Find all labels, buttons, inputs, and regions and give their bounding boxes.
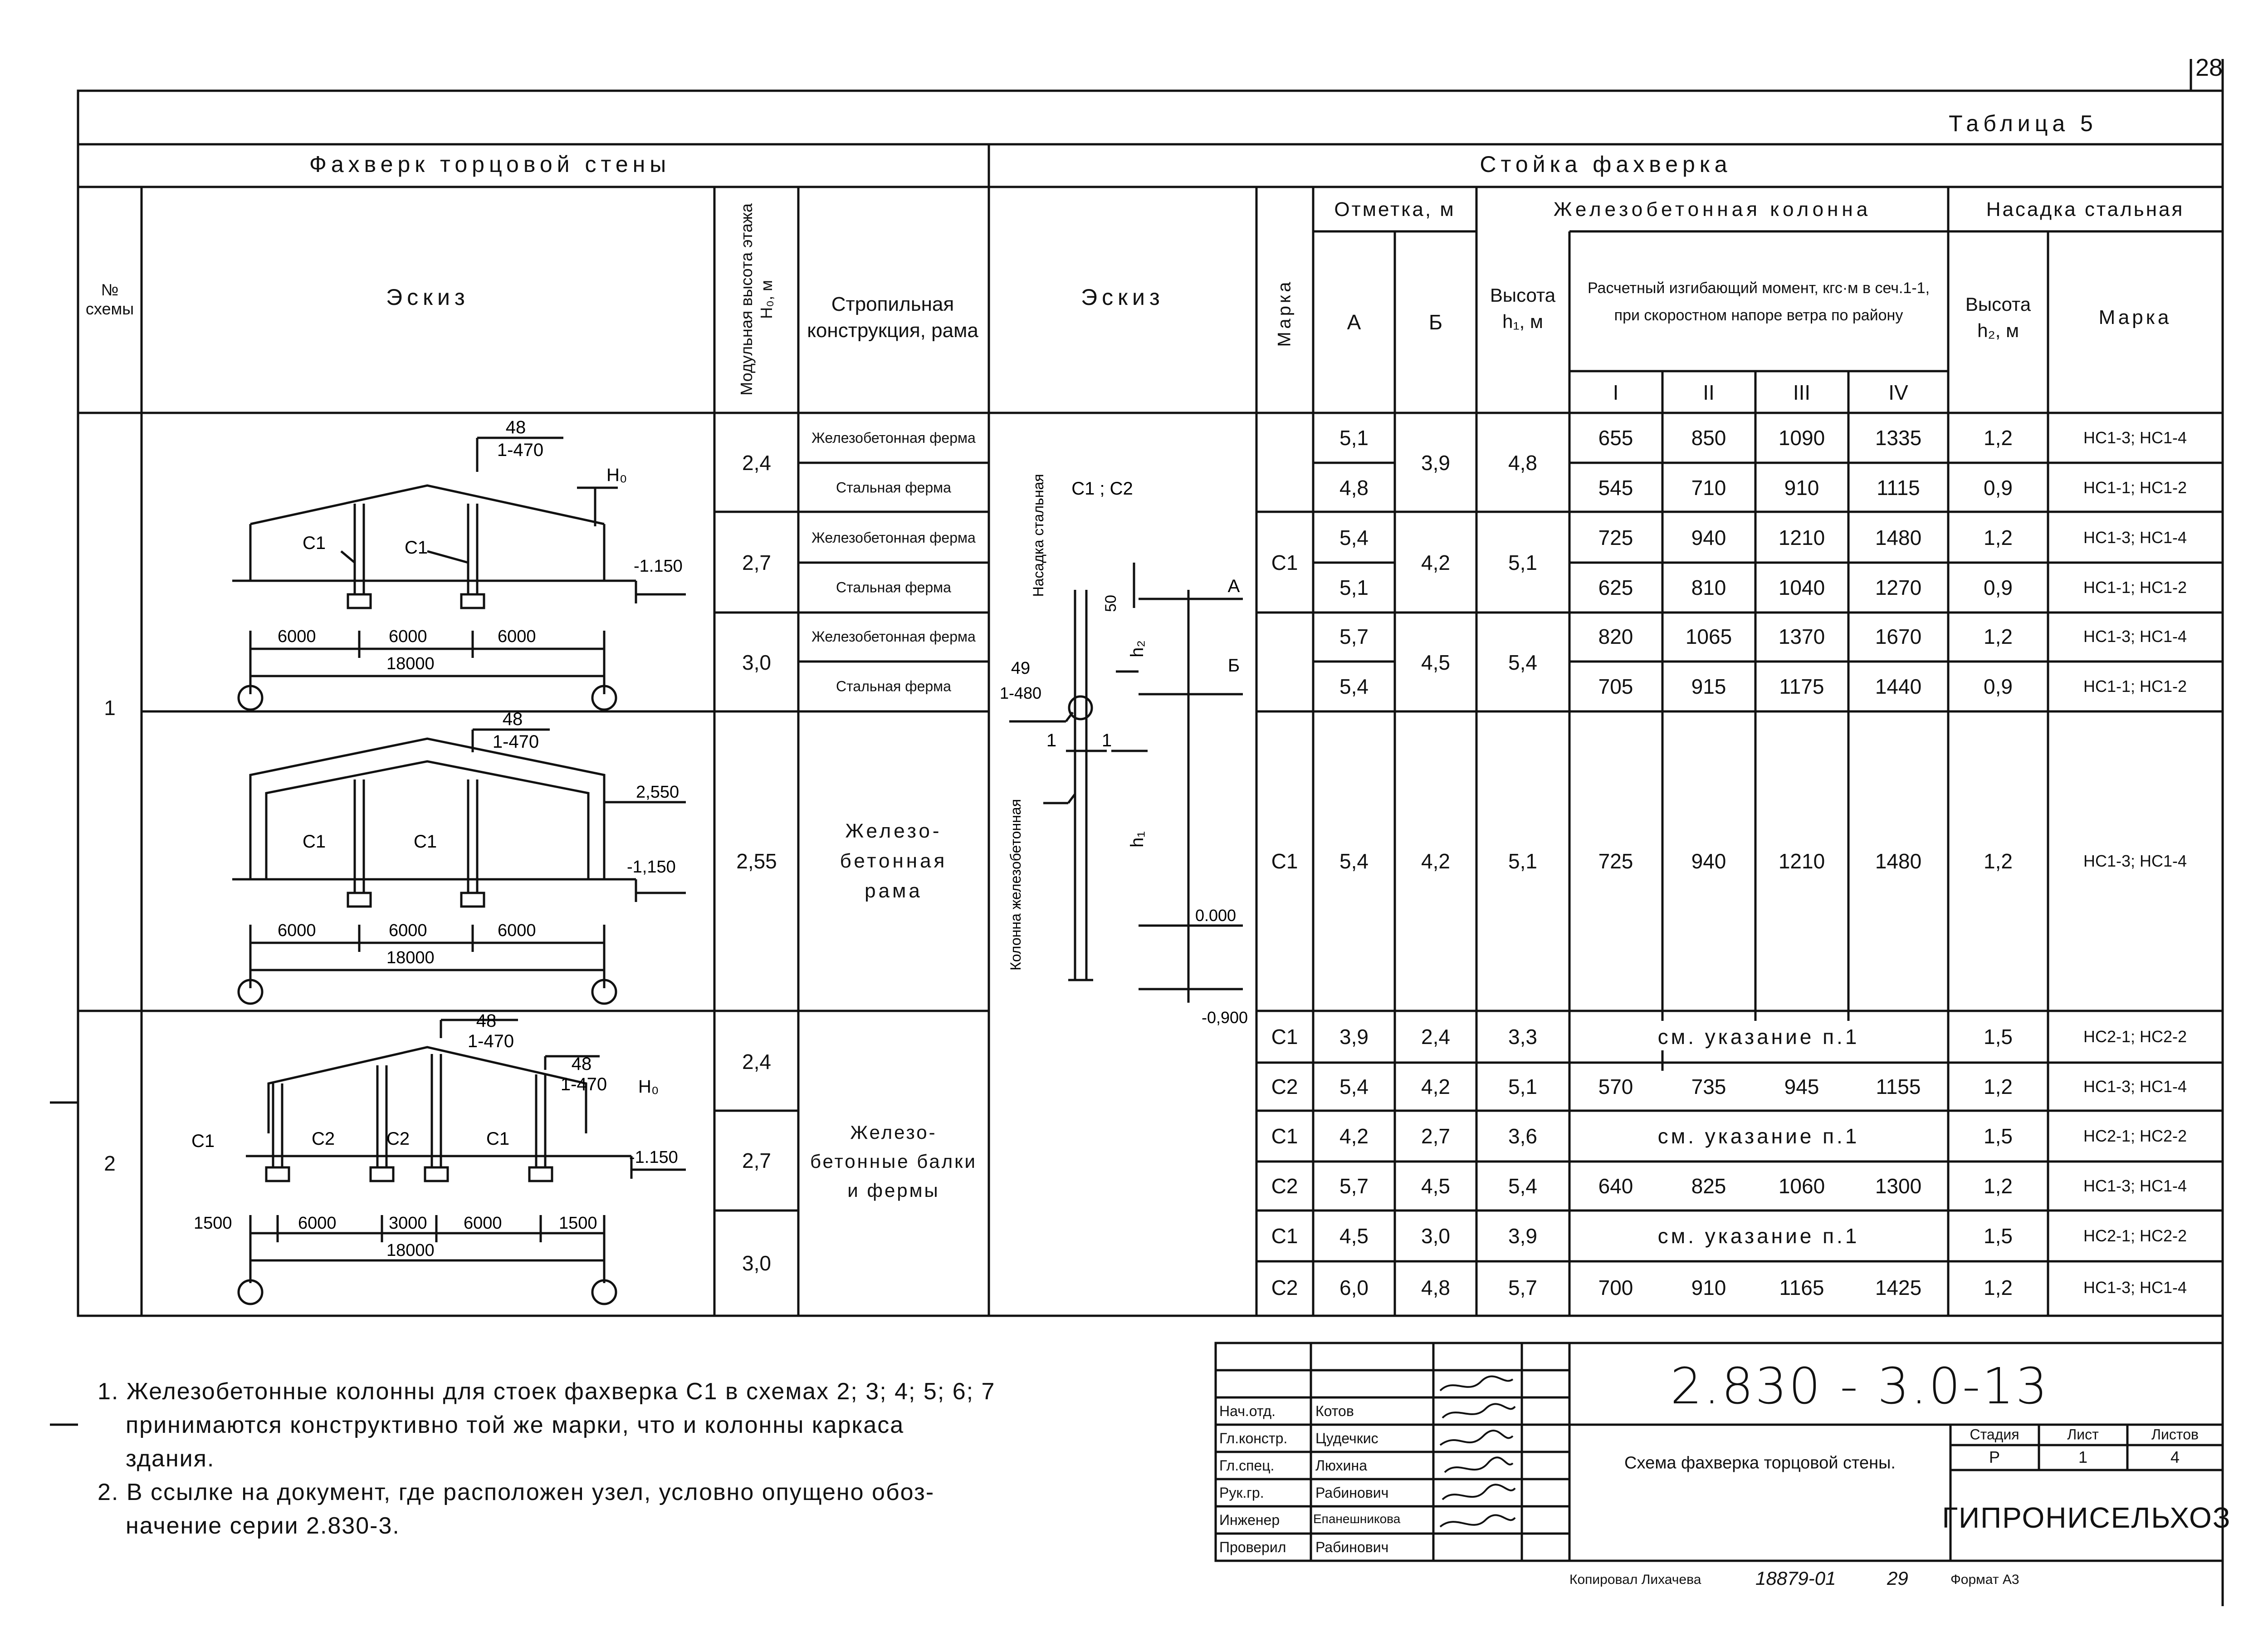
sketch-scheme2	[142, 1011, 714, 1316]
stamp-role-2: Гл.констр.	[1219, 1430, 1288, 1446]
note-line-1: 1. Железобетонные колонны для стоек фахверка С1 в схемах 2; 3; 4; 5; 6; 7	[98, 1378, 996, 1405]
s1-r2-cap: НС1-1; НС1-2	[2083, 478, 2187, 497]
s1-r3-m4: 1480	[1875, 526, 1922, 549]
stamp-role-1: Нач.отд.	[1219, 1403, 1276, 1419]
s2-node2-sub: 1-470	[560, 1074, 607, 1094]
s1-r2-m2: 710	[1691, 476, 1726, 500]
s1b-dim-1: 6000	[278, 921, 316, 940]
col-sec1-right: 1	[1101, 730, 1112, 750]
header-region-1: I	[1613, 381, 1619, 404]
s1-r6-cap: НС1-1; НС1-2	[2083, 677, 2187, 696]
s2-r2-b: 4,2	[1421, 1075, 1450, 1098]
stamp-name-2: Цудечкис	[1315, 1430, 1378, 1446]
header-elev-a: А	[1347, 310, 1361, 334]
stamp-name-5: Епанешникова	[1313, 1512, 1401, 1526]
s1-r4-h2: 0,9	[1984, 576, 2013, 599]
s1-r1-a: 5,1	[1339, 426, 1369, 450]
s2-r3-a: 4,2	[1339, 1124, 1369, 1148]
s2-r1-h2: 1,5	[1984, 1025, 2013, 1049]
section-right-title: Стойка фахверка	[1480, 152, 1732, 177]
s2-r6-cap: НС1-3; НС1-4	[2083, 1278, 2187, 1297]
s1-r3-a: 5,4	[1339, 526, 1369, 549]
header-region-4: IV	[1888, 381, 1908, 404]
s1-r5-m3: 1370	[1778, 625, 1825, 648]
s1-height-4: 2,55	[736, 849, 777, 873]
s2-r4-h2: 1,2	[1984, 1174, 2013, 1198]
s1-frame: Железо-бетонная рама	[840, 820, 948, 902]
s2-r6-h2: 1,2	[1984, 1276, 2013, 1299]
s1b-dim-2: 6000	[389, 921, 427, 940]
s1-r2-a: 4,8	[1339, 476, 1369, 500]
stamp-title: Схема фахверка торцовой стены.	[1624, 1453, 1896, 1473]
col-h2: h₂	[1127, 640, 1147, 657]
s1-truss-5: Железобетонная ферма	[811, 628, 976, 645]
s1b-node-48: 48	[502, 711, 523, 729]
s2-r3-note: см. указание п.1	[1657, 1124, 1860, 1148]
s2-r1-cap: НС2-1; НС2-2	[2083, 1027, 2187, 1046]
s2-r1-mark: С1	[1271, 1025, 1298, 1049]
s1f-m4: 1480	[1875, 849, 1922, 873]
col-dim-50: 50	[1102, 595, 1119, 612]
s2-r3-cap: НС2-1; НС2-2	[2083, 1127, 2187, 1145]
s2-r4-mark: С2	[1271, 1174, 1298, 1198]
s1-r6-m3: 1175	[1779, 675, 1824, 698]
note-line-3: здания.	[126, 1446, 215, 1472]
s1-r1-cap: НС1-3; НС1-4	[2083, 428, 2187, 447]
col-mark-a: А	[1227, 576, 1240, 596]
s1-r6-m4: 1440	[1875, 675, 1922, 698]
s1-dim-1: 6000	[278, 627, 316, 646]
s2-r2-m2: 735	[1691, 1075, 1726, 1098]
s2-r5-h2: 1,5	[1984, 1224, 2013, 1248]
s2-r6-b: 4,8	[1421, 1276, 1450, 1299]
col-node49: 49	[1011, 659, 1031, 678]
s1-r6-h2: 0,9	[1984, 675, 2013, 698]
s2-r1-h1: 3,3	[1508, 1025, 1537, 1049]
s2-height-2: 2,7	[742, 1149, 771, 1172]
s1-height-3: 3,0	[742, 651, 771, 674]
s1-r1-m4: 1335	[1875, 426, 1922, 450]
s2-node-sub: 1-470	[467, 1031, 514, 1051]
s1-r1-m3: 1090	[1778, 426, 1825, 450]
stamp-name-6: Рабинович	[1315, 1539, 1389, 1555]
s1f-m3: 1210	[1778, 849, 1825, 873]
header-rc-column: Железобетонная колонна	[1553, 198, 1872, 221]
stamp-code: 2.830 - 3.0-13	[1670, 1357, 2049, 1415]
s1-r5-b: 4,5	[1421, 651, 1450, 674]
header-moment: Расчетный изгибающий момент, кгс·м в сеч.1-1, при скоростном напоре ветра по району	[1587, 279, 1930, 324]
header-cap-mark: Марка	[2098, 306, 2172, 328]
s2-col-c1-left: С1	[191, 1131, 215, 1151]
s2-r2-m4: 1155	[1876, 1075, 1921, 1098]
s2-r6-m1: 700	[1598, 1276, 1633, 1299]
s1-r3-cap: НС1-3; НС1-4	[2083, 528, 2187, 547]
col-column-label: Колонна железобетонная	[1007, 799, 1024, 970]
stamp-name-1: Котов	[1315, 1403, 1354, 1419]
header-elevation: Отметка, м	[1334, 198, 1456, 221]
table-title: Таблица 5	[1949, 111, 2097, 136]
s1f-b: 4,2	[1421, 849, 1450, 873]
s1-r5-a: 5,7	[1339, 625, 1369, 648]
s1-mark-c1: С1	[1271, 551, 1298, 574]
s1-r3-h1: 5,1	[1508, 551, 1537, 574]
col-sec1-left: 1	[1046, 730, 1057, 750]
s2-r2-m1: 570	[1598, 1075, 1633, 1098]
s2-r4-m3: 1060	[1778, 1174, 1825, 1198]
s2-r4-m2: 825	[1691, 1174, 1726, 1198]
s2-r4-cap: НС1-3; НС1-4	[2083, 1176, 2187, 1195]
s2-r5-b: 3,0	[1421, 1224, 1450, 1248]
s2-r1-note: см. указание п.1	[1657, 1025, 1860, 1049]
sketch-scheme1-truss	[142, 413, 714, 711]
stamp-sheet-header: Лист	[2067, 1426, 2099, 1443]
s1-r4-m3: 1040	[1778, 576, 1825, 599]
s2-height-1: 2,4	[742, 1050, 771, 1073]
stamp-sheets: 4	[2170, 1448, 2180, 1466]
s2-r4-m1: 640	[1598, 1174, 1633, 1198]
s2-r6-m4: 1425	[1875, 1276, 1922, 1299]
s2-node-48: 48	[476, 1011, 497, 1031]
note-line-4: 2. В ссылке на документ, где расположен узел, условно опущено обоз-	[98, 1479, 935, 1505]
sketch-scheme1-frame	[142, 711, 714, 1011]
s2-col-c1-right: С1	[486, 1129, 510, 1149]
header-height-h2: Высота h₂, м	[1965, 294, 2031, 341]
stamp-name-4: Рабинович	[1315, 1485, 1389, 1501]
s1b-col-c1-left: С1	[303, 832, 326, 852]
header-sketch: Эскиз	[386, 284, 469, 310]
s1-r6-a: 5,4	[1339, 675, 1369, 698]
scheme2-no: 2	[104, 1152, 116, 1175]
s2-r2-h2: 1,2	[1984, 1075, 2013, 1098]
s1-dim-total: 18000	[386, 654, 435, 673]
col-cap-label: Насадка стальная	[1030, 474, 1046, 597]
s1-height-1: 2,4	[742, 451, 771, 475]
s1-r4-a: 5,1	[1339, 576, 1369, 599]
s2-r3-h2: 1,5	[1984, 1124, 2013, 1148]
col-h1: h₁	[1127, 831, 1147, 848]
s2-r6-h1: 5,7	[1508, 1276, 1537, 1299]
stamp-stage-header: Стадия	[1970, 1426, 2019, 1443]
format: Формат А3	[1950, 1572, 2019, 1587]
s2-r4-h1: 5,4	[1508, 1174, 1537, 1198]
s1b-level: -1,150	[627, 858, 676, 877]
s1-r5-m4: 1670	[1875, 625, 1922, 648]
s1-node-sub: 1-470	[497, 440, 544, 460]
s1-r2-m3: 910	[1784, 476, 1819, 500]
header-region-2: II	[1703, 381, 1715, 404]
inventory-number-2: 29	[1887, 1568, 1908, 1589]
s2-level: -1.150	[629, 1148, 678, 1167]
s2-r3-h1: 3,6	[1508, 1124, 1537, 1148]
s1-level: -1.150	[634, 557, 683, 576]
s2-r6-mark: С2	[1271, 1276, 1298, 1299]
s1-r5-m2: 1065	[1685, 625, 1732, 648]
s1f-cap: НС1-3; НС1-4	[2083, 852, 2187, 870]
s1-r3-h2: 1,2	[1984, 526, 2013, 549]
stamp-role-4: Рук.гр.	[1219, 1485, 1264, 1501]
s2-r6-m2: 910	[1691, 1276, 1726, 1299]
s2-r1-b: 2,4	[1421, 1025, 1450, 1049]
s2-r5-cap: НС2-1; НС2-2	[2083, 1226, 2187, 1245]
s1-r4-m1: 625	[1598, 576, 1633, 599]
s1-truss-2: Стальная ферма	[836, 479, 951, 496]
s2-truss: Железо-бетонные балки и фермы	[810, 1122, 978, 1201]
s1-r4-cap: НС1-1; НС1-2	[2083, 578, 2187, 597]
header-steel-cap: Насадка стальная	[1986, 198, 2185, 221]
s1-truss-4: Стальная ферма	[836, 579, 951, 596]
s2-dim-3: 3000	[389, 1214, 427, 1233]
stamp-sheets-header: Листов	[2151, 1426, 2199, 1443]
s1-height-2: 2,7	[742, 551, 771, 574]
s2-r2-cap: НС1-3; НС1-4	[2083, 1077, 2187, 1096]
s2-r5-h1: 3,9	[1508, 1224, 1537, 1248]
s2-r5-note: см. указание п.1	[1657, 1224, 1860, 1248]
s2-r3-mark: С1	[1271, 1124, 1298, 1148]
s1-r4-m4: 1270	[1875, 576, 1922, 599]
note-line-2: принимаются конструктивно той же марки, что и колонны каркаса	[126, 1412, 904, 1438]
s2-r4-m4: 1300	[1875, 1174, 1922, 1198]
stamp-sheet: 1	[2078, 1448, 2088, 1466]
header-sketch-2: Эскиз	[1081, 284, 1164, 310]
s1b-node-sub: 1-470	[492, 732, 539, 752]
s2-r2-h1: 5,1	[1508, 1075, 1537, 1098]
s1-r2-m4: 1115	[1877, 476, 1920, 500]
s1-r5-h1: 5,4	[1508, 651, 1537, 674]
s1f-h2: 1,2	[1984, 849, 2013, 873]
s2-r4-a: 5,7	[1339, 1174, 1369, 1198]
s2-r6-a: 6,0	[1339, 1276, 1369, 1299]
s1-r2-m1: 545	[1598, 476, 1633, 500]
s1-r1-m2: 850	[1691, 426, 1726, 450]
s1-col-c1-left: С1	[303, 533, 326, 553]
s1-r3-m3: 1210	[1778, 526, 1825, 549]
s1-r6-m2: 915	[1691, 675, 1726, 698]
header-module-height: Модульная высота этажа H₀, м	[737, 203, 776, 396]
s2-r5-mark: С1	[1271, 1224, 1298, 1248]
s1f-m2: 940	[1691, 849, 1726, 873]
s1b-dim-3: 6000	[498, 921, 536, 940]
stamp-role-5: Инженер	[1219, 1512, 1280, 1528]
s1f-a: 5,4	[1339, 849, 1369, 873]
notes	[98, 1375, 995, 1543]
s1-col-c1-right: С1	[405, 538, 428, 558]
header-height-h1: Высота h₁, м	[1490, 284, 1556, 332]
sketch-column	[989, 413, 1256, 1316]
note-line-5: начение серии 2.830-3.	[126, 1513, 400, 1539]
s2-r4-b: 4,5	[1421, 1174, 1450, 1198]
inventory-number: 18879-01	[1755, 1568, 1836, 1589]
s2-r5-a: 4,5	[1339, 1224, 1369, 1248]
s1b-col-c1-right: С1	[414, 832, 437, 852]
s2-r1-a: 3,9	[1339, 1025, 1369, 1049]
s1-r3-m1: 725	[1598, 526, 1633, 549]
stamp-stage: Р	[1989, 1448, 2000, 1466]
s1-r1-h1: 4,8	[1508, 451, 1537, 475]
s2-h0: H₀	[638, 1077, 659, 1097]
header-truss: Стропильная конструкция, рама	[807, 293, 978, 342]
stamp-name-3: Люхина	[1315, 1457, 1367, 1474]
stamp-org: ГИПРОНИСЕЛЬХОЗ	[1942, 1501, 2231, 1534]
s1-truss-3: Железобетонная ферма	[811, 529, 976, 546]
s2-dim-total: 18000	[386, 1241, 435, 1260]
s1f-h1: 5,1	[1508, 849, 1537, 873]
s1-r3-b: 4,2	[1421, 551, 1450, 574]
s1-r5-cap: НС1-3; НС1-4	[2083, 627, 2187, 646]
header-region-3: III	[1793, 381, 1811, 404]
s1-r1-b: 3,9	[1421, 451, 1450, 475]
col-level-0: 0.000	[1195, 906, 1237, 925]
s2-r2-m3: 945	[1784, 1075, 1819, 1098]
s2-dim-1: 1500	[194, 1214, 232, 1233]
s1-r6-m1: 705	[1598, 675, 1633, 698]
header-mark: Марка	[1274, 279, 1295, 347]
page-number: 28	[2195, 54, 2223, 81]
s1-r1-m1: 655	[1598, 426, 1633, 450]
s2-col-c2-right: С2	[386, 1129, 410, 1149]
s1b-level-top: 2,550	[636, 783, 679, 802]
s1-r3-m2: 940	[1691, 526, 1726, 549]
s1-r5-m1: 820	[1598, 625, 1633, 648]
s1b-dim-total: 18000	[386, 948, 435, 967]
s2-dim-5: 1500	[559, 1214, 597, 1233]
s1-r5-h2: 1,2	[1984, 625, 2013, 648]
s1-r1-h2: 1,2	[1984, 426, 2013, 450]
s1-h0: H₀	[606, 465, 627, 485]
stamp-role-3: Гл.спец.	[1219, 1457, 1275, 1474]
s1-node-48: 48	[505, 417, 526, 437]
scheme1-no: 1	[104, 696, 116, 720]
s2-dim-2: 6000	[298, 1214, 337, 1233]
s2-r2-mark: С2	[1271, 1075, 1298, 1098]
s2-col-c2-left: С2	[312, 1129, 335, 1149]
s2-height-3: 3,0	[742, 1251, 771, 1275]
s1-truss-1: Железобетонная ферма	[811, 430, 976, 446]
s1-dim-3: 6000	[498, 627, 536, 646]
s1-r2-h2: 0,9	[1984, 476, 2013, 500]
s2-r2-a: 5,4	[1339, 1075, 1369, 1098]
s2-dim-4: 6000	[464, 1214, 502, 1233]
copied-by: Копировал Лихачева	[1569, 1572, 1701, 1587]
s1f-mark: С1	[1271, 849, 1298, 873]
s1-truss-6: Стальная ферма	[836, 678, 951, 695]
header-scheme-no: № схемы	[85, 280, 134, 318]
s2-r6-m3: 1165	[1779, 1276, 1824, 1299]
stamp-role-6: Проверил	[1219, 1539, 1286, 1555]
col-node49-sub: 1-480	[999, 684, 1042, 702]
col-level-m090: -0,900	[1201, 1008, 1248, 1027]
section-left-title: Фахверк торцовой стены	[309, 152, 671, 177]
s1-dim-2: 6000	[389, 627, 427, 646]
col-sketch-title: С1 ; С2	[1071, 479, 1133, 499]
s1f-m1: 725	[1598, 849, 1633, 873]
signature-scribbles	[1436, 1372, 1522, 1559]
s2-node2-48: 48	[571, 1054, 592, 1074]
header-elev-b: Б	[1428, 310, 1443, 334]
col-mark-b: Б	[1227, 656, 1240, 676]
s1-r4-m2: 810	[1691, 576, 1726, 599]
s2-r3-b: 2,7	[1421, 1124, 1450, 1148]
